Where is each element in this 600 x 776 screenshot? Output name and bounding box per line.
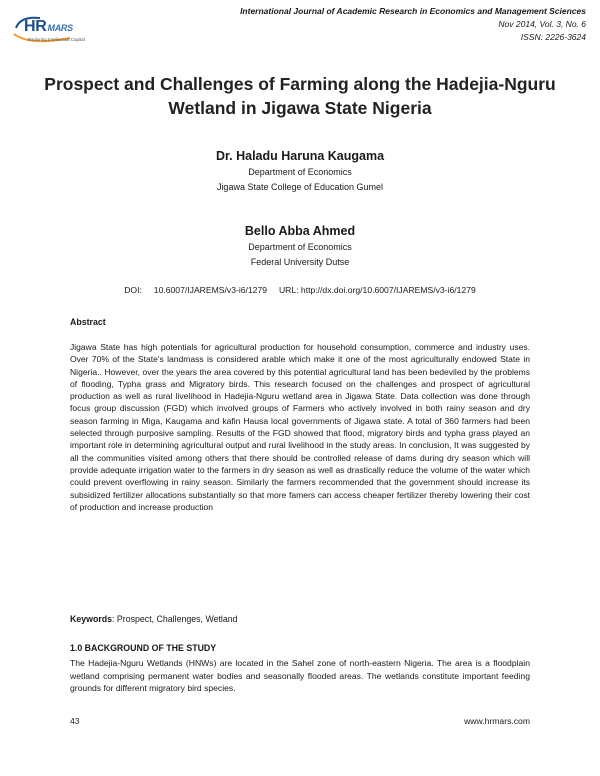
keywords-label: Keywords <box>70 614 113 624</box>
abstract-text: Jigawa State has high potentials for agricultural production for household consumption, commerce and industry uses. Over 70% of the State's landmass is considered arable which make it one of the most agriculturally endowed State in Nigeria.. However, over the years the area covered by this potential agricultural land has been bedeviled by the problems of flooding, Typha grass and Migratory birds. This research focused on the challenges and prospect of agricultural production as well as rural livelihood in Hadejia-Nguru wetland area in Jigawa State. Data collection was done through focus group discussion (FGD) which involved groups of Farmers who actively involved in both rainy season and dry season farming in Miga, Kaugama and kafin Hausa local governments of Jigawa state. A total of 360 farmers had been selected through purposive sampling. Results of the FGD showed that flood, migratory birds and typha grass played an important role in determining agricultural output and rural livelihood in the study areas. In conclusion, It was suggested by all the communities visited among others that there should be controlled release of dams during dry season which will provide adequate irrigation water to the farmers in dry season as well as drastically reduce the volume of the water which could prevent overflowing in rainy season. Similarly the farmers recommended that the government should increase its subsidized fertilizer allocations substantially so that more famers can access cheaper fertilizer thereby lowering their cost of production and increase production <box>70 342 530 512</box>
logo-tagline: Exploring Intellectual Capital <box>28 37 85 42</box>
author-block-1 <box>0 147 600 194</box>
paper-title: Prospect and Challenges of Farming along the Hadejia-Nguru Wetland in Jigawa State Nigeria <box>44 74 556 118</box>
publisher-logo <box>10 12 102 48</box>
journal-issn: ISSN: 2226-3624 <box>520 32 586 42</box>
page-number: 43 <box>70 716 80 726</box>
author-name: Bello Abba Ahmed <box>244 224 356 238</box>
author-institution: Federal University Dutse <box>250 256 350 267</box>
doi-line[interactable]: DOI: 10.6007/IJAREMS/v3-i6/1279 URL: http://dx.doi.org/10.6007/IJAREMS/v3-i6/1279 <box>124 285 476 295</box>
abstract-heading: Abstract <box>70 317 106 327</box>
section-heading: 1.0 BACKGROUND OF THE STUDY <box>70 643 217 653</box>
author-department: Department of Economics <box>248 242 352 252</box>
author-block-2 <box>0 222 600 269</box>
footer-url[interactable]: www.hrmars.com <box>464 716 530 726</box>
author-name: Dr. Haladu Haruna Kaugama <box>215 149 385 163</box>
journal-issue: Nov 2014, Vol. 3, No. 6 <box>498 19 586 29</box>
keywords <box>70 614 238 624</box>
logo-text: HRMARS <box>24 18 73 35</box>
intro-text: The Hadejia-Nguru Wetlands (HNWs) are located in the Sahel zone of north-eastern Nigeria. The area is a floodplain wetland comprising permanent water bodies and seasonally flooded areas. The wetlands constitute important feeding grounds for different migratory bird species. <box>70 658 530 694</box>
author-department: Department of Economics <box>248 167 352 177</box>
author-institution: Jigawa State College of Education Gumel <box>216 181 384 192</box>
journal-name: International Journal of Academic Research in Economics and Management Sciences <box>240 6 586 16</box>
keywords-list: : Prospect, Challenges, Wetland <box>112 614 238 624</box>
journal-header <box>240 5 586 44</box>
